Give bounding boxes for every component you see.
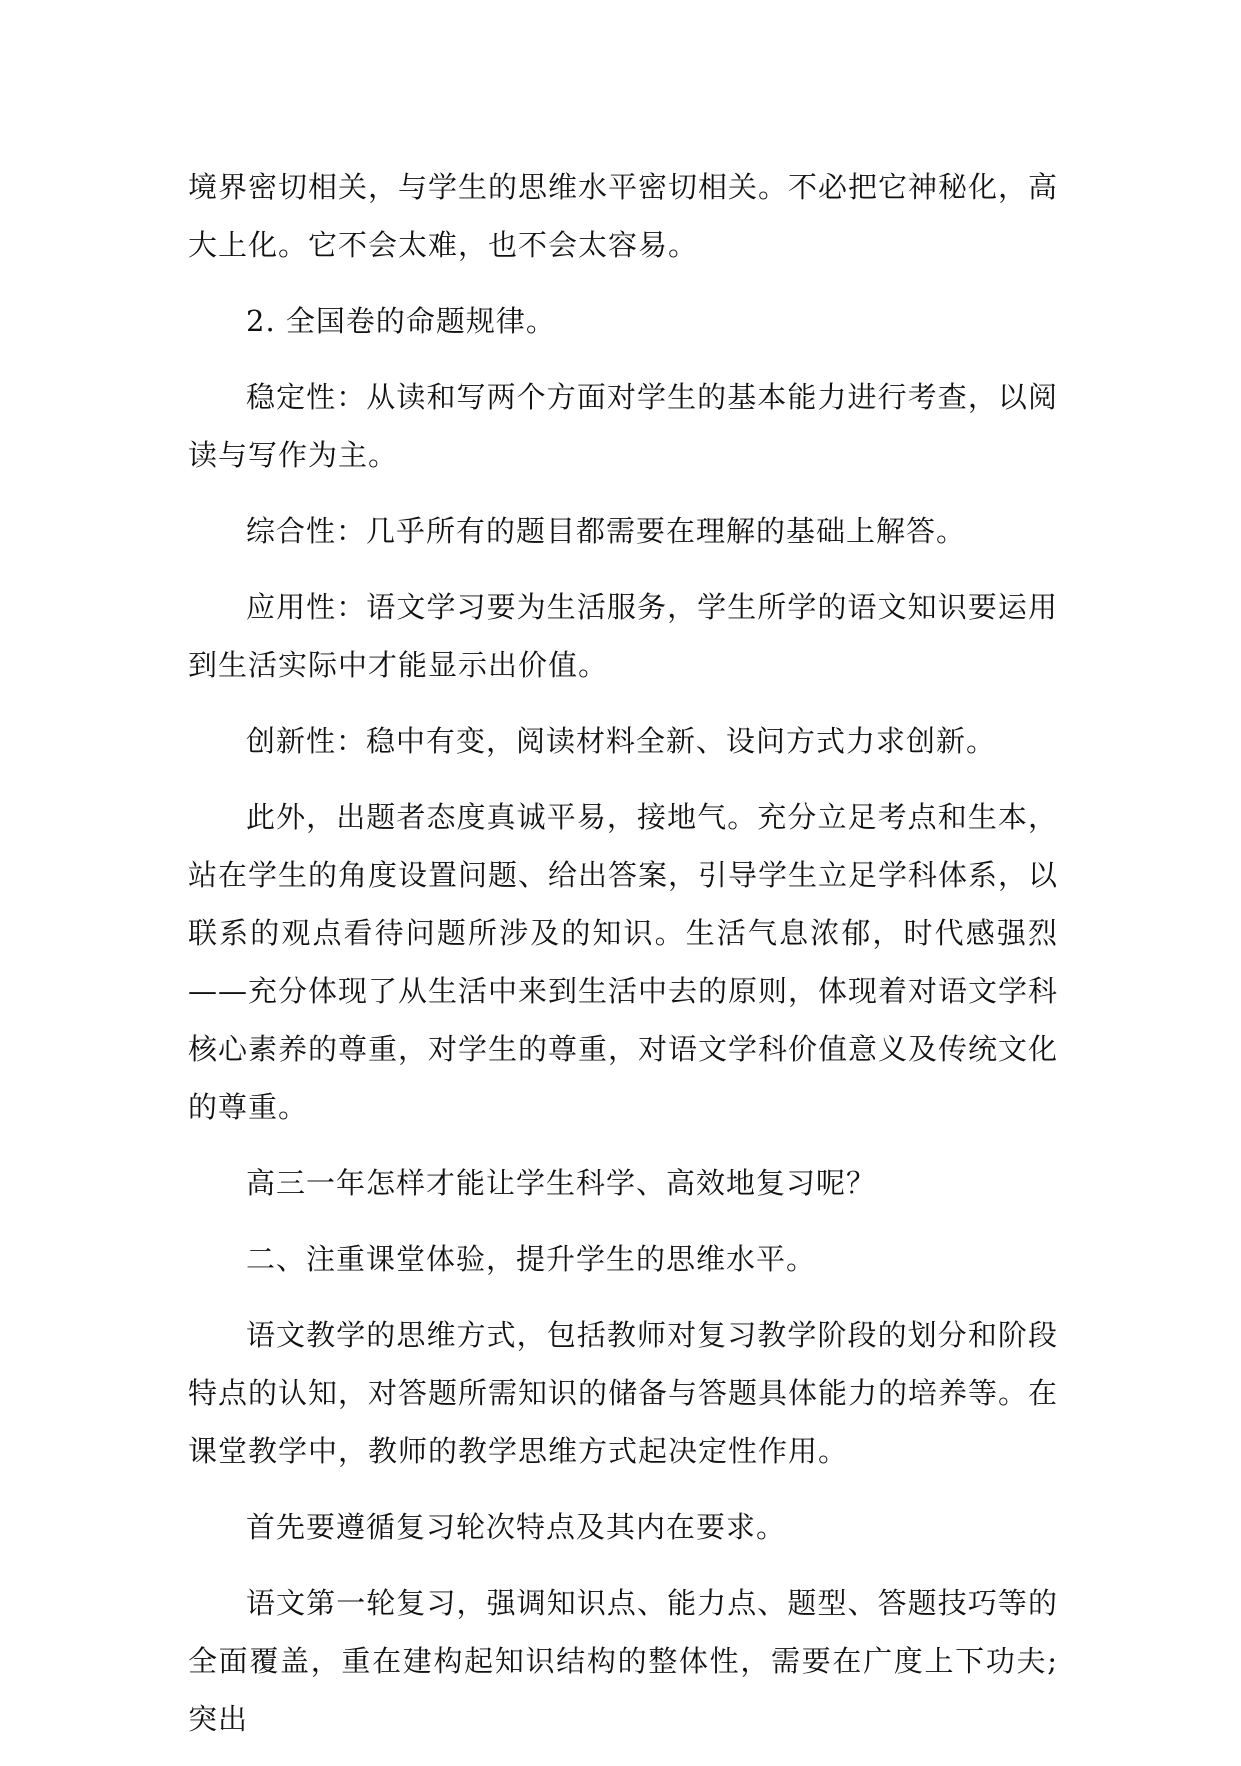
- paragraph-stability: 稳定性：从读和写两个方面对学生的基本能力进行考查，以阅读与写作为主。: [188, 380, 1058, 472]
- paragraph-review-rounds: 首先要遵循复习轮次特点及其内在要求。: [246, 1510, 787, 1544]
- paragraph-first-round: 语文第一轮复习，强调知识点、能力点、题型、答题技巧等的全面覆盖，重在建构起知识结构的整体性，需要在广度上下功夫;突出: [188, 1586, 1058, 1736]
- paragraph-question: 高三一年怎样才能让学生科学、高效地复习呢？: [246, 1166, 877, 1200]
- paragraph-section-heading: 2. 全国卷的命题规律。: [246, 304, 556, 338]
- paragraph-continued: 境界密切相关，与学生的思维水平密切相关。不必把它神秘化，高大上化。它不会太难，也不会太容易。: [188, 170, 1059, 262]
- paragraph-thinking-method: 语文教学的思维方式，包括教师对复习教学阶段的划分和阶段特点的认知，对答题所需知识的储备与答题具体能力的培养等。在课堂教学中，教师的教学思维方式起决定性作用。: [188, 1318, 1059, 1468]
- paragraph-additionally: 此外，出题者态度真诚平易，接地气。充分立足考点和生本，站在学生的角度设置问题、给出答案，引导学生立足学科体系，以联系的观点看待问题所涉及的知识。生活气息浓郁，时代感强烈——充分体现了从生活中来到生活中去的原则，体现着对语文学科核心素养的尊重，对学生的尊重，对语文学科价值意义及传统文化的尊重。: [188, 800, 1059, 1124]
- paragraph-section-two-heading: 二、注重课堂体验，提升学生的思维水平。: [246, 1242, 817, 1276]
- paragraph-applicability: 应用性：语文学习要为生活服务，学生所学的语文知识要运用到生活实际中才能显示出价值。: [188, 590, 1058, 682]
- paragraph-innovation: 创新性：稳中有变，阅读材料全新、设问方式力求创新。: [246, 724, 997, 758]
- document-page: [188, 158, 1058, 1766]
- paragraph-comprehensiveness: 综合性：几乎所有的题目都需要在理解的基础上解答。: [246, 514, 967, 548]
